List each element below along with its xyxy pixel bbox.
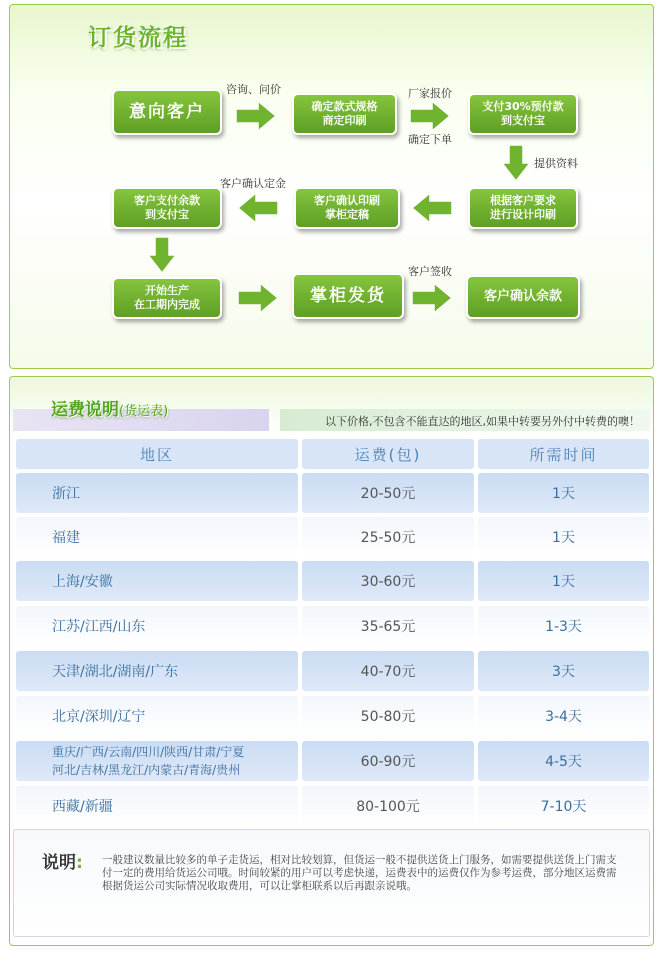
table-row [16,606,649,646]
table-row [16,473,649,513]
shipping-title-main: 运费说明 [51,400,119,420]
region-cell: 上海/安徽 [16,561,298,601]
region-cell: 重庆/广西/云南/四川/陕西/甘肃/宁夏 河北/吉林/黑龙江/内蒙古/青海/贵州 [16,741,298,781]
fee-cell: 60-90元 [302,741,474,781]
explanation-box [13,829,650,937]
step-shipping: 掌柜发货 [292,273,404,319]
explanation-title-text: 说明 [42,853,76,873]
order-process-panel [9,4,654,369]
step-pay-balance: 客户支付余款 到支付宝 [112,187,222,229]
fee-cell: 80-100元 [302,786,474,826]
region-cell: 江苏/江西/山东 [16,606,298,646]
arrow-right-icon [236,101,276,131]
header-time: 所需时间 [478,439,649,469]
time-cell: 7-10天 [478,786,649,826]
step-confirm-balance: 客户确认余款 [466,275,580,319]
time-cell: 1天 [478,517,649,557]
time-cell: 3-4天 [478,696,649,736]
table-row [16,651,649,691]
arrow-down-icon [148,237,176,273]
process-title: 订货流程 [88,25,188,51]
step-intended-customer: 意向客户 [112,89,222,135]
fee-cell: 25-50元 [302,517,474,557]
arrow-left-icon [412,193,452,223]
region-cell: 西藏/新疆 [16,786,298,826]
table-row [16,696,649,736]
arrow-down-icon [502,145,530,181]
time-cell: 1-3天 [478,606,649,646]
shipping-panel [9,376,654,946]
time-cell: 4-5天 [478,741,649,781]
note-confirm-order: 确定下单 [408,133,452,146]
fee-cell: 40-70元 [302,651,474,691]
region-cell: 北京/深圳/辽宁 [16,696,298,736]
shipping-title [51,395,168,420]
note-customer-sign: 客户签收 [408,265,452,278]
time-cell: 1天 [478,473,649,513]
note-factory-quote: 厂家报价 [408,87,452,100]
fee-cell: 35-65元 [302,606,474,646]
table-row [16,561,649,601]
shipping-title-sub: (货运表) [119,404,169,419]
header-region: 地区 [16,439,298,469]
step-start-production: 开始生产 在工期内完成 [112,277,222,319]
fee-cell: 50-80元 [302,696,474,736]
note-inquiry: 咨询、问价 [226,83,281,96]
fee-cell: 20-50元 [302,473,474,513]
explanation-text: 一般建议数量比较多的单子走货运，相对比较划算，但货运一般不提供送货上门服务，如需要提供送货上门需支付一定的费用给货运公司哦。时间较紧的用户可以考虑快递，运费表中的运费仅作为参考运费，部分地区运费需根据货运公司实际情况收取费用，可以让掌柜联系以后再跟亲说哦。 [102,854,617,892]
arrow-right-icon [238,283,278,313]
step-confirm-print: 客户确认印刷 掌柜定稿 [294,187,400,229]
table-header [16,439,649,469]
step-design-print: 根据客户要求 进行设计印刷 [468,187,578,229]
step-prepayment: 支付30%预付款 到支付宝 [468,93,578,135]
step-confirm-style: 确定款式规格 商定印刷 [292,93,397,135]
header-fee: 运费(包) [302,439,474,469]
note-confirm-deposit: 客户确认定金 [220,177,286,190]
time-cell: 3天 [478,651,649,691]
region-cell: 天津/湖北/湖南/广东 [16,651,298,691]
explanation-title [42,848,83,873]
note-provide-materials: 提供资料 [534,157,578,170]
table-row [16,786,649,826]
explanation-colon: : [76,853,83,873]
time-cell: 1天 [478,561,649,601]
region-cell: 浙江 [16,473,298,513]
arrow-left-icon [238,193,278,223]
table-row [16,517,649,557]
shipping-notice: 以下价格,不包含不能直达的地区,如果中转要另外付中转费的噢！ [280,409,650,431]
region-cell: 福建 [16,517,298,557]
fee-cell: 30-60元 [302,561,474,601]
arrow-right-icon [412,283,452,313]
table-row [16,741,649,781]
arrow-right-icon [410,101,450,131]
